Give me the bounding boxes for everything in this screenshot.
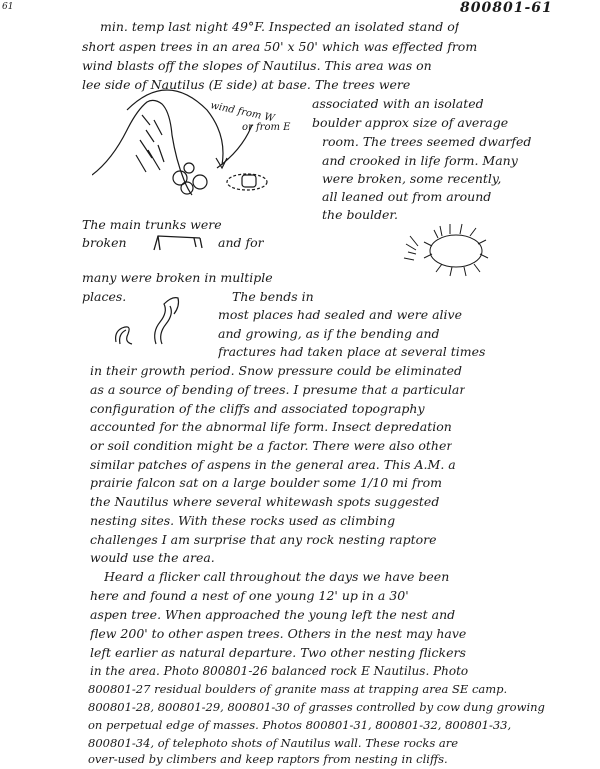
note-line: The main trunks were: [82, 218, 222, 232]
note-line: 800801-34, of telephoto shots of Nautilus wall. These rocks are: [88, 736, 459, 750]
note-line: and for: [218, 236, 264, 250]
note-line: were broken, some recently,: [322, 172, 502, 186]
note-line: most places had sealed and were alive: [218, 308, 462, 322]
note-line: boulder approx size of average: [312, 116, 509, 130]
note-line: over-used by climbers and keep raptors from nesting in cliffs.: [88, 752, 448, 766]
note-line: lee side of Nautilus (E side) at base. The trees were: [82, 78, 411, 92]
page-number: 61: [2, 2, 14, 12]
note-line: challenges I am surprise that any rock nesting raptore: [90, 533, 437, 547]
note-line: aspen tree. When approached the young left the nest and: [90, 608, 456, 622]
note-line: places.: [82, 290, 127, 304]
note-line: configuration of the cliffs and associated topography: [90, 402, 425, 416]
wind-label-w: wind from W: [209, 100, 276, 125]
document-id: 800801-61: [460, 0, 553, 16]
note-line: wind blasts off the slopes of Nautilus. This area was on: [82, 59, 432, 73]
note-line: Heard a flicker call throughout the days we have been: [104, 570, 450, 584]
note-line: associated with an isolated: [312, 97, 484, 111]
note-line: 800801-27 residual boulders of granite mass at trapping area SE camp.: [88, 682, 508, 696]
note-line: in the area. Photo 800801-26 balanced rock E Nautilus. Photo: [90, 664, 469, 678]
cliff-wind-sketch: [92, 80, 292, 205]
note-line: left earlier as natural departure. Two other nesting flickers: [90, 646, 466, 660]
note-line: 800801-28, 800801-29, 800801-30 of grasses controlled by cow dung growing: [88, 700, 545, 714]
note-line: and crooked in life form. Many: [322, 154, 518, 168]
note-line: in their growth period. Snow pressure could be eliminated: [90, 364, 463, 378]
note-line: room. The trees seemed dwarfed: [322, 135, 532, 149]
note-line: as a source of bending of trees. I presume that a particular: [90, 383, 466, 397]
wind-label-e: or from E: [242, 122, 291, 133]
note-line: short aspen trees in an area 50' x 50' which was effected from: [82, 40, 478, 54]
boulder-trees-sketch: [398, 218, 493, 283]
note-line: The bends in: [232, 290, 314, 304]
note-line: fractures had taken place at several times: [218, 345, 486, 359]
cliff-outline: [92, 100, 192, 195]
note-line: the Nautilus where several whitewash spots suggested: [90, 495, 440, 509]
note-line: min. temp last night 49°F. Inspected an isolated stand of: [100, 20, 460, 34]
note-line: many were broken in multiple: [82, 271, 273, 285]
note-line: flew 200' to other aspen trees. Others in the nest may have: [90, 627, 467, 641]
note-line: on perpetual edge of masses. Photos 800801-31, 800801-32, 800801-33,: [88, 718, 512, 732]
note-line: broken: [82, 236, 127, 250]
note-line: and growing, as if the bending and: [218, 327, 440, 341]
note-line: here and found a nest of one young 12' up in a 30': [90, 589, 409, 603]
note-line: similar patches of aspens in the general area. This A.M. a: [90, 458, 456, 472]
note-line: or soil condition might be a factor. There were also other: [90, 439, 453, 453]
note-line: would use the area.: [90, 551, 215, 565]
note-line: all leaned out from around: [322, 190, 492, 204]
note-line: nesting sites. With these rocks used as climbing: [90, 514, 396, 528]
note-line: the boulder.: [322, 208, 398, 222]
note-line: prairie falcon sat on a large boulder some 1/10 mi from: [90, 476, 442, 490]
note-line: accounted for the abnormal life form. Insect depredation: [90, 420, 452, 434]
